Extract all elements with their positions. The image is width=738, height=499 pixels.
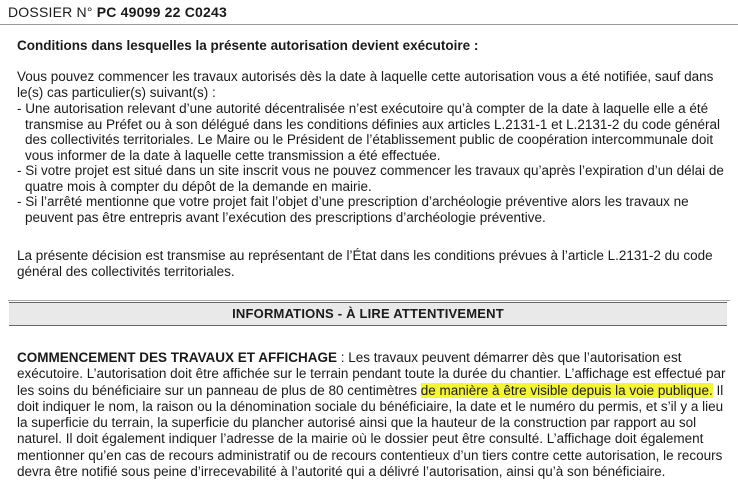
conditions-bullet-list: [17, 101, 727, 225]
informations-banner: INFORMATIONS - À LIRE ATTENTIVEMENT: [9, 302, 727, 326]
commencement-text-after: Il doit indiquer le nom, la raison ou la dénomination sociale du bénéficiaire, la date et le numéro du permis, et s’il y a lieu la superficie du terrain, la superficie du plancher autorisé ainsi que la hauteur de la construction par rapport au sol naturel. Il doit également indiquer l’adresse de la mairie où le dossier peut être consulté. L’affichage doit également mentionner qu’en cas de recours administratif ou de recours contentieux d’un tiers contre cette autorisation, le recours devra être notifié sous peine d’irrecevabilité à l’autorité qui a délivré l’autorisation, ainsi qu’à son bénéficiaire.: [17, 382, 724, 480]
conditions-bullet: - Si l’arrêté mentionne que votre projet fait l’objet d’une prescription d’archéologie préventive alors les travaux ne peuvent pas être entrepris avant l’exécution des prescriptions d’archéologie préventive.: [17, 194, 689, 225]
conditions-intro: Vous pouvez commencer les travaux autorisés dès la date à laquelle cette autorisation vous a été notifiée, sauf dans le(s) cas particulier(s) suivant(s) :: [17, 69, 714, 100]
conditions-final-paragraph: La présente décision est transmise au représentant de l’État dans les conditions prévues à l’article L.2131-2 du code général des collectivités territoriales.: [17, 248, 713, 279]
dossier-prefix: DOSSIER N°: [8, 4, 93, 20]
conditions-bullet: - Une autorisation relevant d’une autorité décentralisée n’est exécutoire qu’à compter de la date à laquelle elle a été transmise au Préfet ou à son délégué dans les conditions définies aux articles L.2131-1 et L.2131-2 du code général des collectivités territoriales. Le Maire ou le Président de l’établissement public de coopération intercommunale doit vous informer de la date à laquelle cette transmission a été effectuée.: [17, 101, 720, 163]
highlighted-text: de manière à être visible depuis la voie publique.: [420, 382, 713, 398]
conditions-title: Conditions dans lesquelles la présente autorisation devient exécutoire :: [17, 38, 479, 53]
section-divider: [8, 300, 730, 301]
commencement-label: COMMENCEMENT DES TRAVAUX ET AFFICHAGE: [17, 350, 337, 365]
header-divider: [0, 24, 738, 25]
dossier-number: PC 49099 22 C0243: [96, 4, 227, 20]
commencement-text-before: : Les travaux peuvent démarrer dès que l’autorisation est exécutoire. L’autorisation doit être affichée sur le terrain pendant toute la durée du chantier. L’affichage est effectué par les soins du bénéficiaire sur un panneau de plus de 80 centimètres: [17, 350, 726, 398]
commencement-paragraph: [17, 350, 727, 480]
dossier-header: [8, 4, 227, 20]
conditions-bullet: - Si votre projet est situé dans un site inscrit vous ne pouvez commencer les travaux qu’après l’expiration d’un délai de quatre mois à compter du dépôt de la demande en mairie.: [17, 163, 724, 194]
